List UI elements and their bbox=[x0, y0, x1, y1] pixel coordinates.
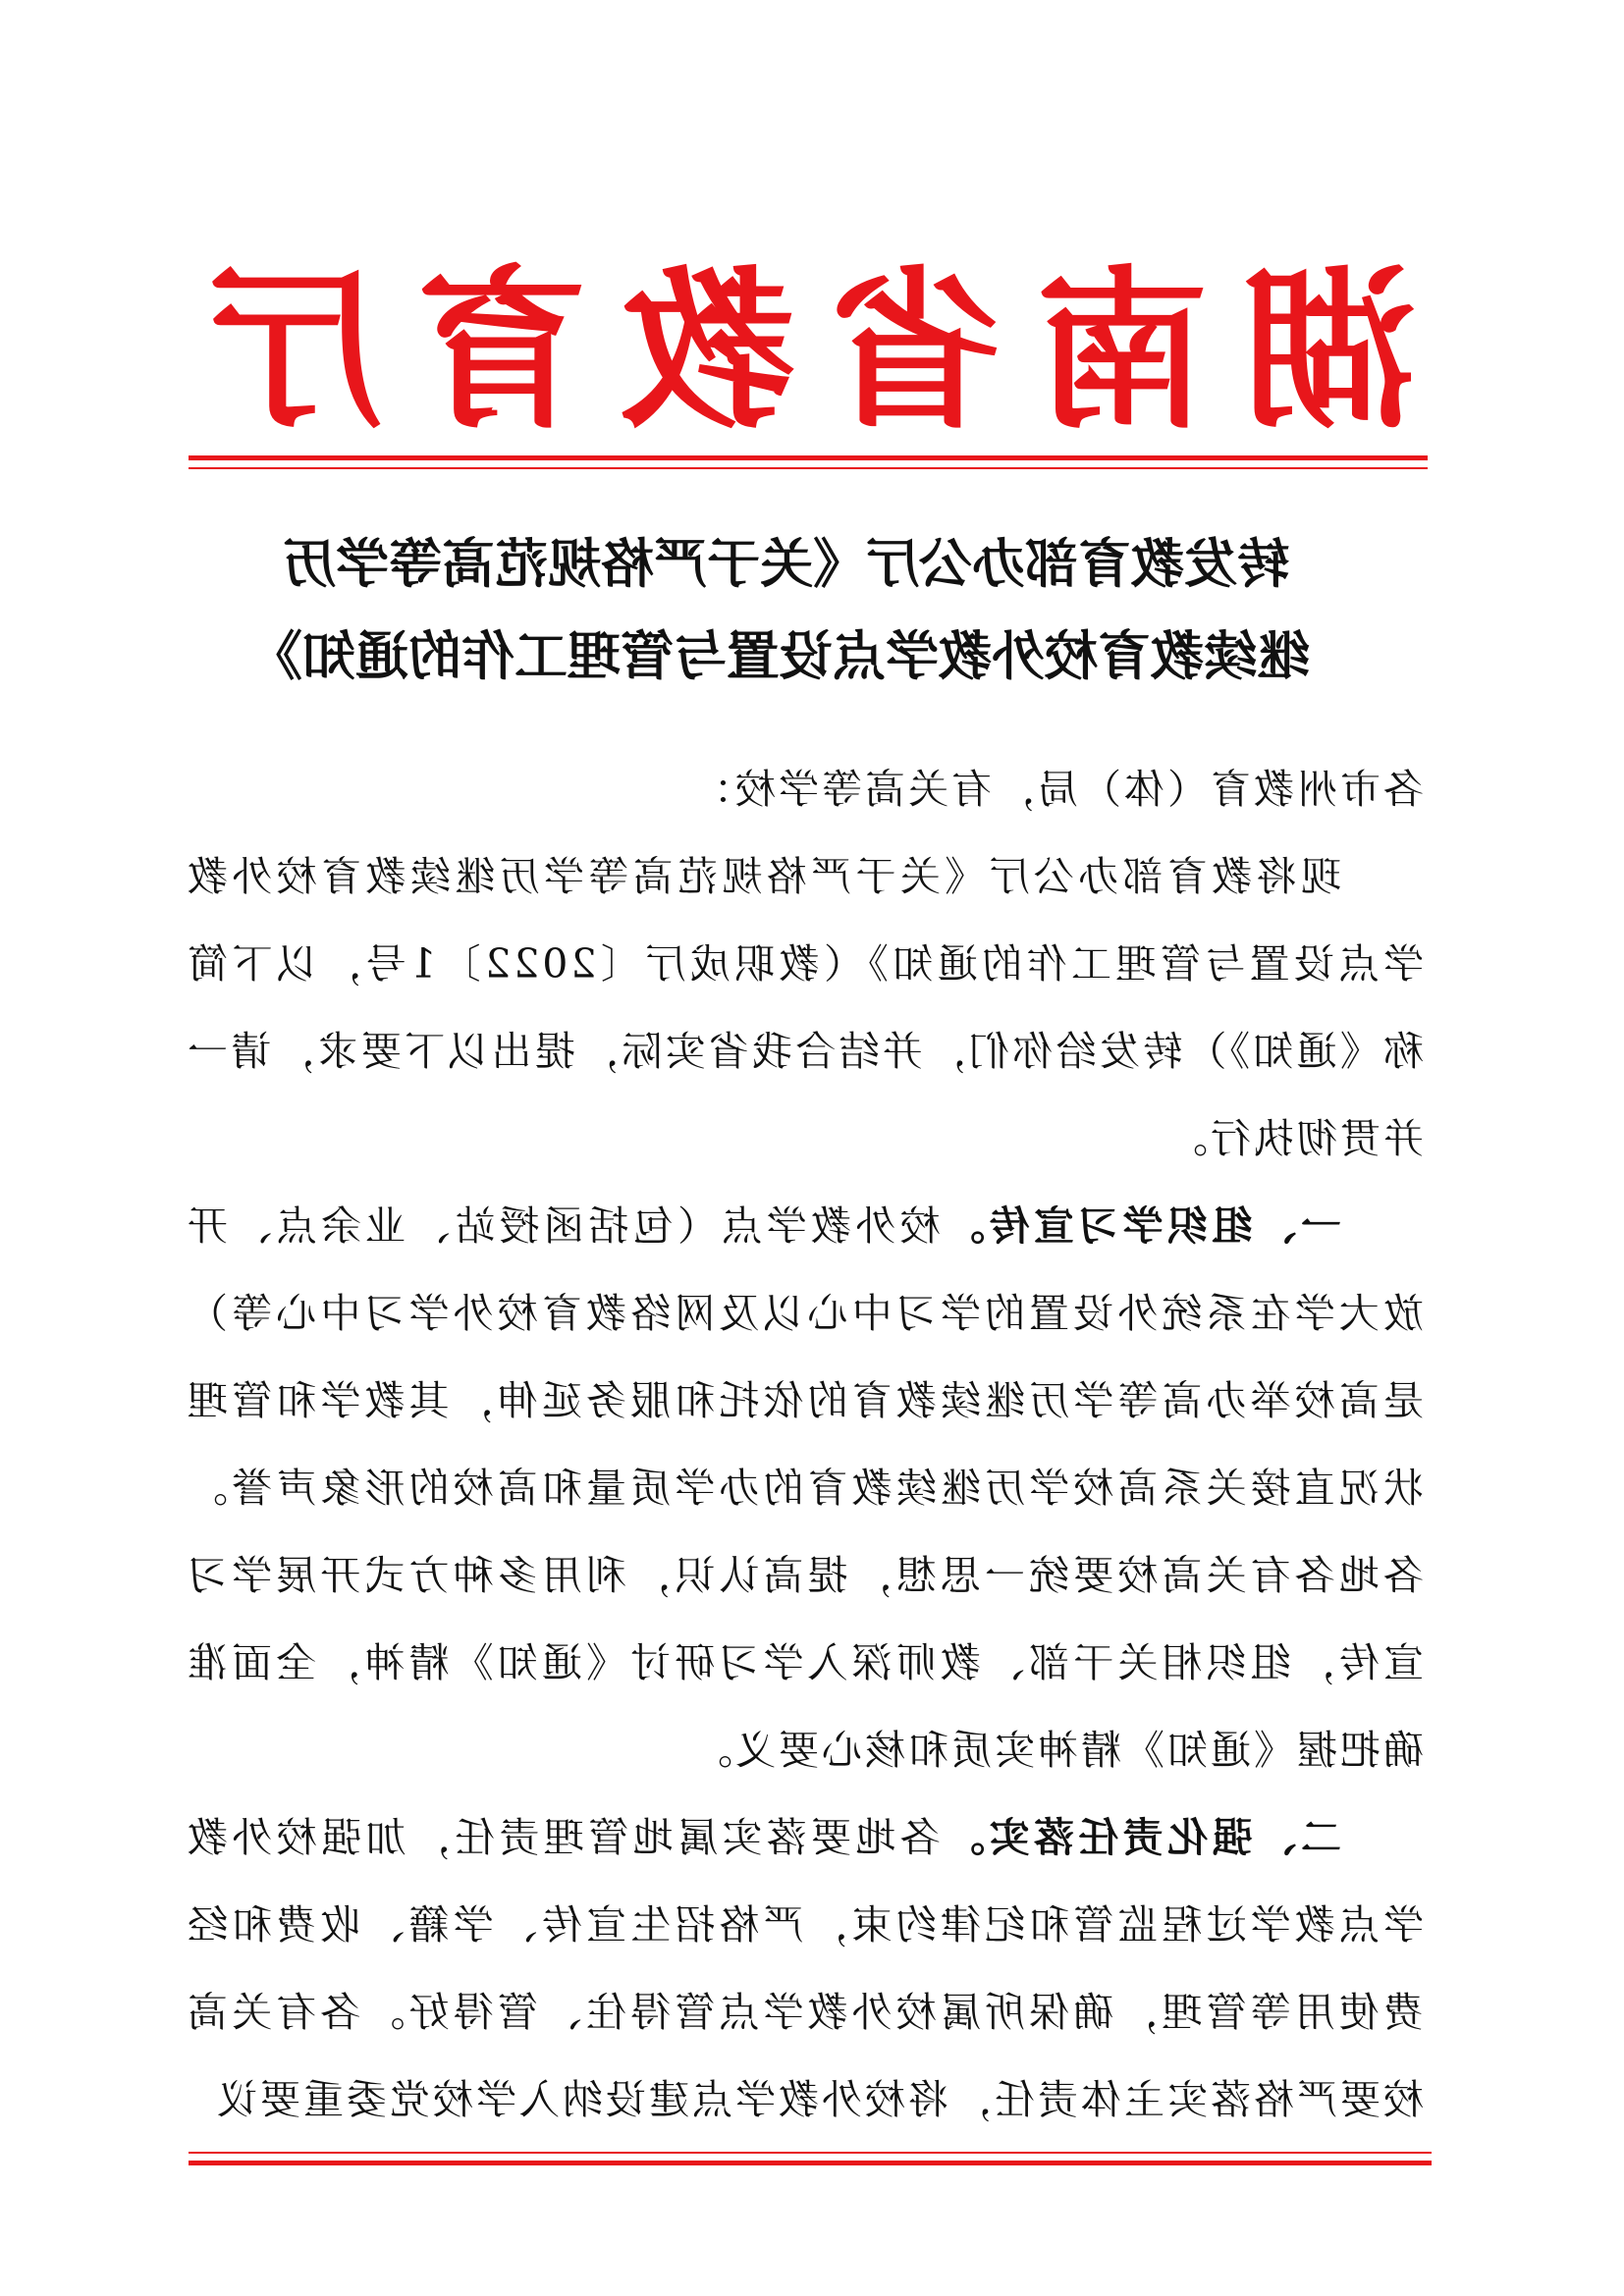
document-title bbox=[249, 518, 1329, 703]
letterhead-org-name bbox=[196, 249, 1428, 453]
section-2-paragraph bbox=[185, 1794, 1424, 2144]
letterhead-char-5: 育 bbox=[414, 249, 588, 453]
letterhead-divider-thin bbox=[189, 467, 1428, 469]
section-1-paragraph bbox=[185, 1183, 1424, 1794]
footer-divider-thick bbox=[189, 2161, 1432, 2165]
section-1-text: 校外教学点（包括函授站、业余点、开放大学在系统外设置的学习中心以及网络教育校外学习中心等）是高校举办高等学历继续教育的依托和服务延伸，其教学和管理状况直接关系高校学历继续教育的办学质量和高校的形象声誉。各地各有关高校要统一思想，提高认识，利用多种方式开展学习宣传，组织相关干部、教师深入学习研讨《通知》精神，全面准确把握《通知》精神实质和核心要义。 bbox=[184, 1202, 1424, 1774]
footer-divider-thin bbox=[189, 2152, 1432, 2154]
document-title-line-1: 转发教育部办公厅《关于严格规范高等学历 bbox=[283, 533, 1290, 595]
document-title-line-2: 继续教育校外教学点设置与管理工作的通知》 bbox=[249, 625, 1310, 687]
letterhead-char-4: 教 bbox=[622, 249, 795, 453]
section-1-heading: 一、组织学习宣传。 bbox=[940, 1202, 1341, 1250]
letterhead-divider-thick bbox=[189, 455, 1428, 460]
intro-paragraph: 现将教育部办公厅《关于严格规范高等学历继续教育校外教学点设置与管理工作的通知》（教职成厅〔2022〕1号，以下简称《通知》）转发给你们，并结合我省实际，提出以下要求，请一并贯彻执行。 bbox=[185, 853, 1424, 1162]
letterhead-char-3: 省 bbox=[829, 249, 1002, 453]
salutation: 各市州教育（体）局，有关高等学校： bbox=[689, 766, 1424, 813]
section-2-text: 各地要落实属地管理责任，加强校外教学点教学过程监管和纪律约束，严格招生宣传、学籍、收费和经费使用等管理，确保所属校外教学点管得住、管得好。各有关高校要严格落实主体责任，将校外教学点建设纳入学校党委重要议 bbox=[184, 1814, 1424, 2123]
document-body bbox=[185, 746, 1424, 2144]
section-2-heading: 二、强化责任落实。 bbox=[940, 1814, 1341, 1861]
letterhead-char-1: 湖 bbox=[1243, 249, 1417, 453]
letterhead-char-6: 厅 bbox=[208, 249, 382, 453]
letterhead-char-2: 南 bbox=[1036, 249, 1210, 453]
